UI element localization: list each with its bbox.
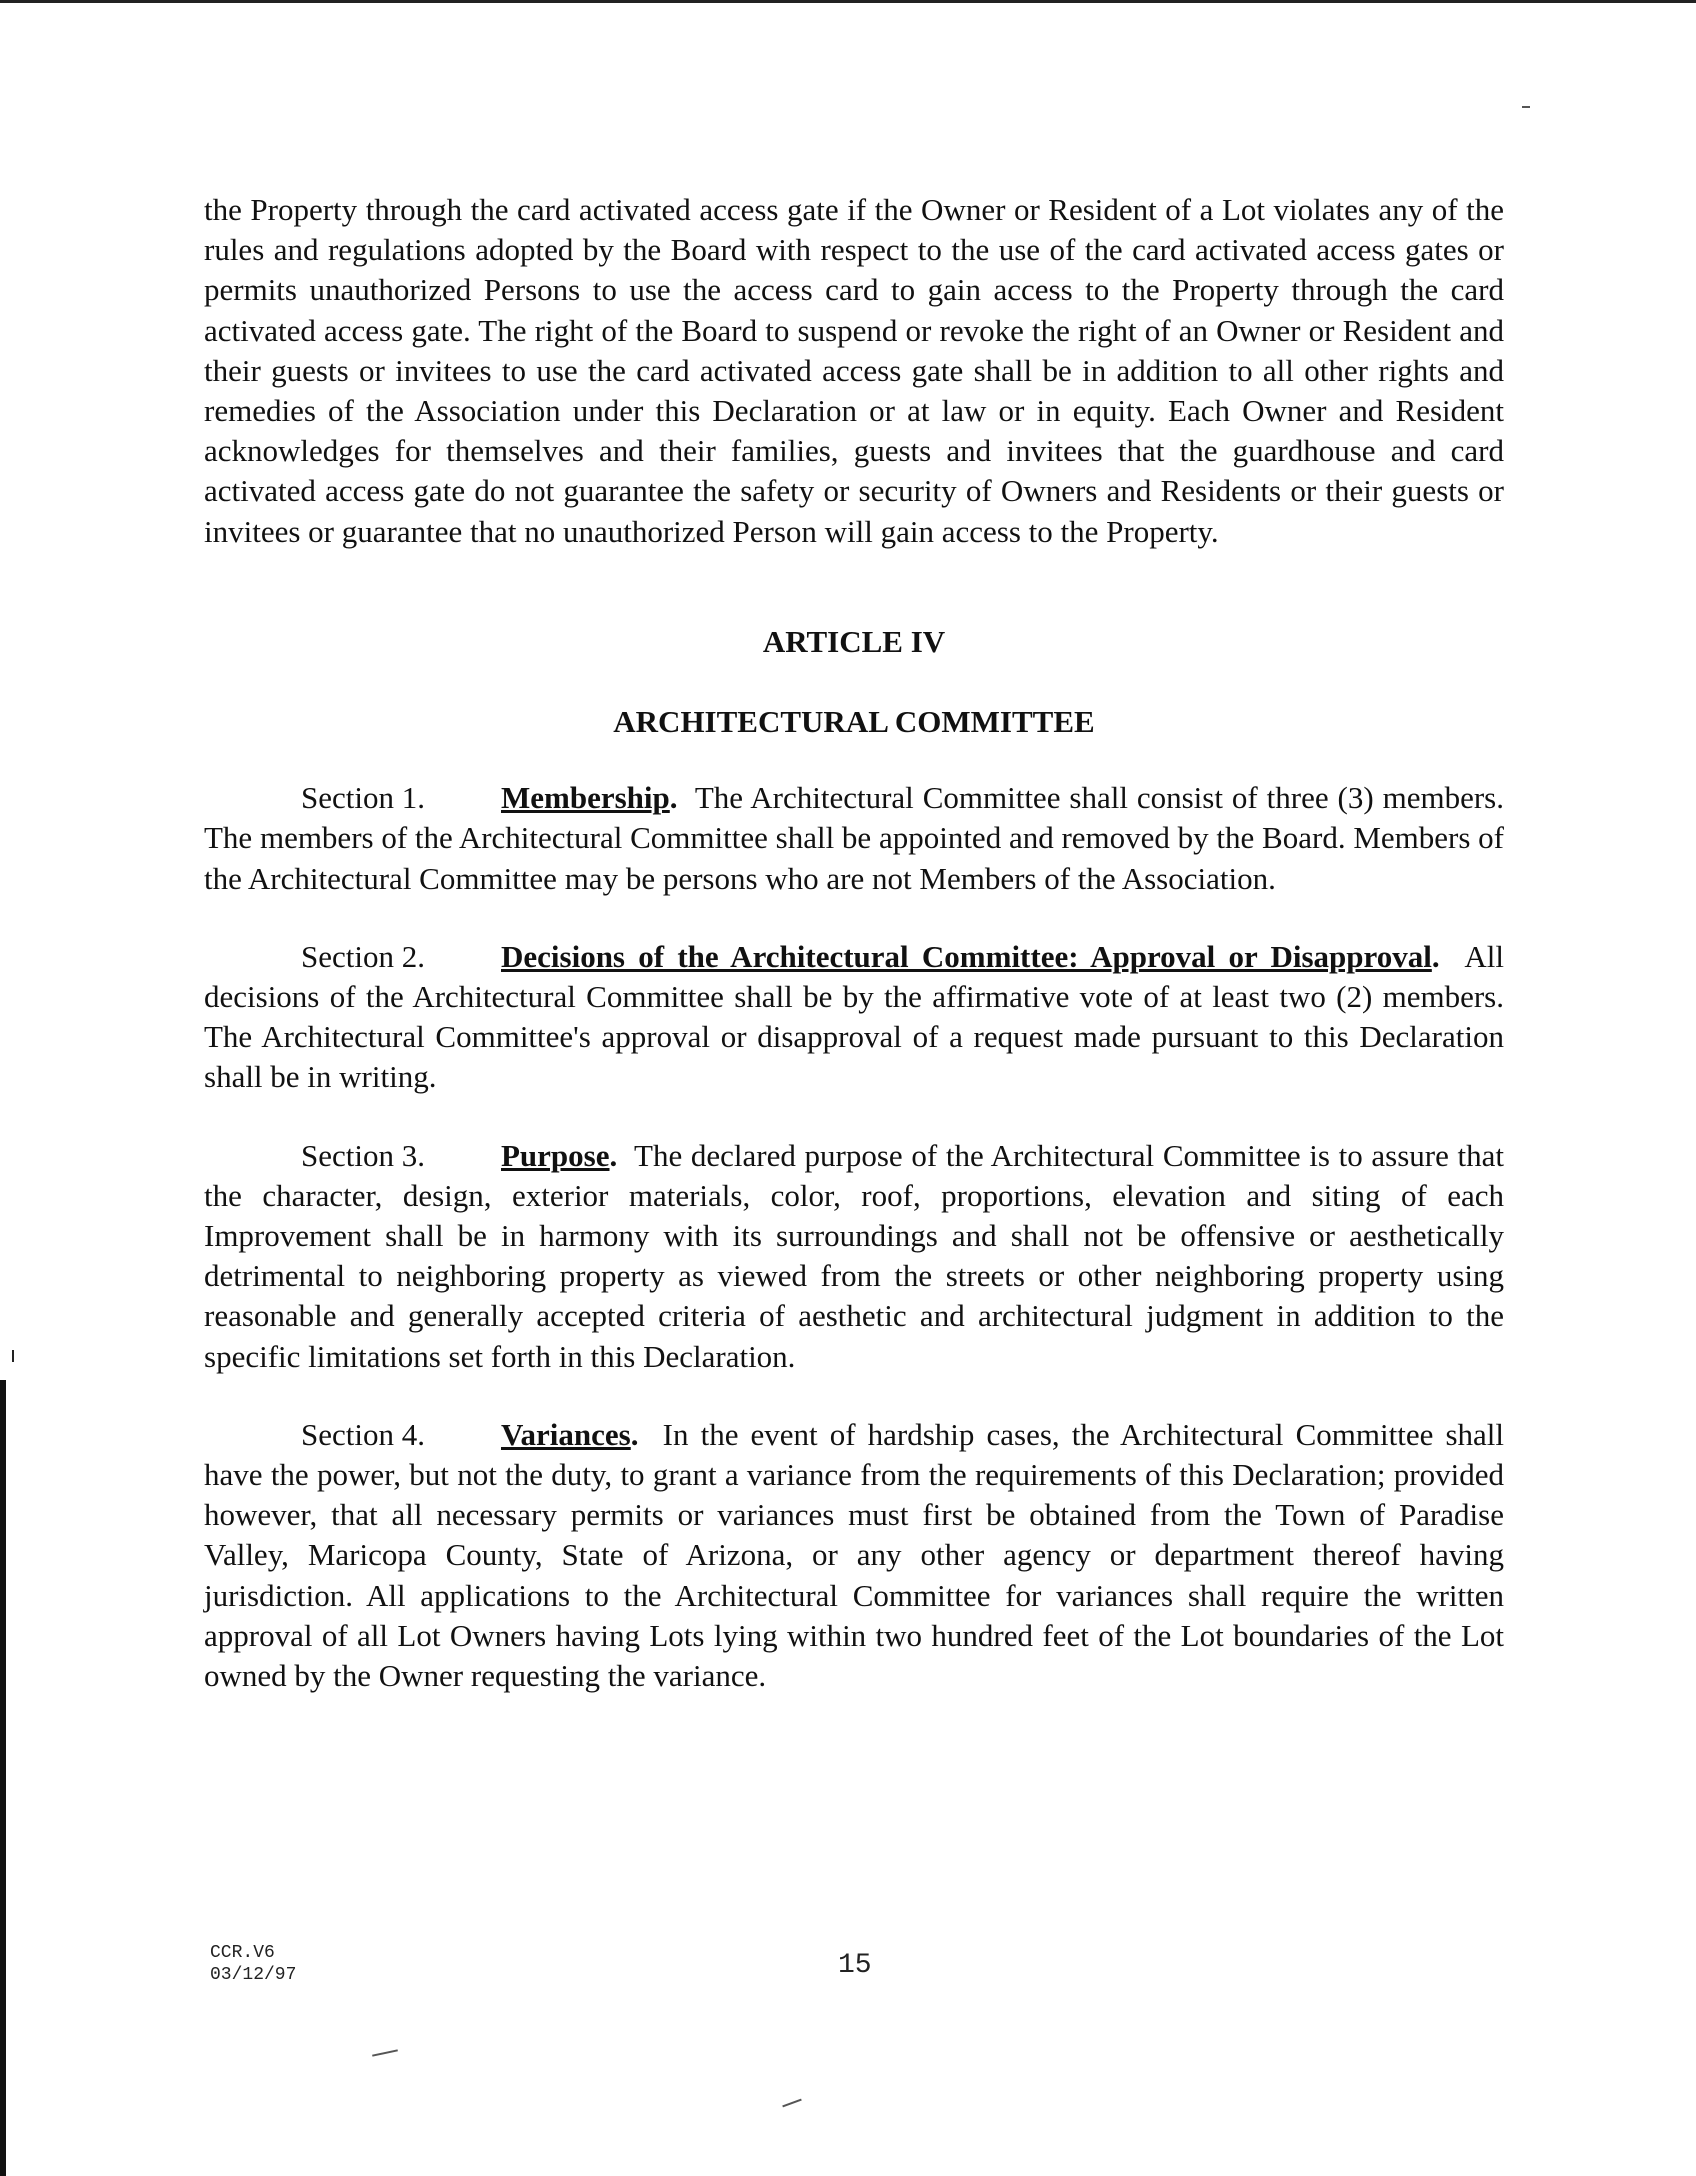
section-label: Section 4. [301,1416,425,1452]
section-title: Decisions of the Architectural Committee: Approval or Disapproval [501,938,1432,974]
section-body: The declared purpose of the Architectural Committee is to assure that the character, design, exterior materials, color, roof, proportions, elevation and siting of each Improvement shall be in harmony with its surroundings and shall not be offensive or aesthetically detrimental to neighboring property as viewed from the streets or other neighboring property using reasonable and generally accepted criteria of aesthetic and architectural judgment in addition to the specific limitations set forth in this Declaration. [204,1137,1504,1374]
scan-speck [1522,106,1530,108]
section-label: Section 3. [301,1137,425,1173]
section-3: Section 3. Purpose. The declared purpose of the Architectural Committee is to assure that the character, design, exterior materials, color, roof, proportions, elevation and siting of each Improvement shall be in harmony with its surroundings and shall not be offensive or aesthetically detrimental to neighboring property as viewed from the streets or other neighboring property using reasonable and generally accepted criteria of aesthetic and architectural judgment in addition to the specific limitations set forth in this Declaration. [204,1137,1504,1374]
document-page [204,190,1504,1734]
scan-left-edge [0,1380,6,2176]
section-2: Section 2. Decisions of the Architectural Committee: Approval or Disapproval. All decisions of the Architectural Committee shall be by the affirmative vote of at least two (2) members. The Architectural Committee's approval or disapproval of a request made pursuant to this Declaration shall be in writing. [204,938,1504,1095]
opening-paragraph: the Property through the card activated access gate if the Owner or Resident of a Lot violates any of the rules and regulations adopted by the Board with respect to the use of the card activated access gates or permits unauthorized Persons to use the access card to gain access to the Property through the card activated access gate. The right of the Board to suspend or revoke the right of an Owner or Resident and their guests or invitees to use the card activated access gate shall be in addition to all other rights and remedies of the Association under this Declaration or at law or in equity. Each Owner and Resident acknowledges for themselves and their families, guests and invitees that the guardhouse and card activated access gate do not guarantee the safety or security of Owners and Residents or their guests or invitees or guarantee that no unauthorized Person will gain access to the Property. [204,192,1504,549]
section-body: All decisions of the Architectural Committee shall be by the affirmative vote of at least two (2) members. The Architectural Committee's approval or disapproval of a request made pursuant to this Declaration shall be in writing. [204,938,1504,1095]
article-subtitle: ARCHITECTURAL COMMITTEE [613,704,1095,740]
section-4: Section 4. Variances. In the event of hardship cases, the Architectural Committee shall have the power, but not the duty, to grant a variance from the requirements of this Declaration; provided however, that all necessary permits or variances must first be obtained from the Town of Paradise Valley, Maricopa County, State of Arizona, or any other agency or department thereof having jurisdiction. All applications to the Architectural Committee for variances shall require the written approval of all Lot Owners having Lots lying within two hundred feet of the Lot boundaries of the Lot owned by the Owner requesting the variance. [204,1416,1504,1694]
scan-margin-mark [2,1350,14,1362]
footer-document-code [210,1942,296,1986]
article-title: ARTICLE IV [762,623,946,659]
section-title: Membership [501,780,670,816]
section-body: The Architectural Committee shall consist of three (3) members. The members of the Architectural Committee shall be appointed and removed by the Board. Members of the Architectural Committee may be persons who are not Members of the Association. [204,780,1504,896]
footer-date: 03/12/97 [210,1965,297,1985]
scan-speck [372,2049,398,2056]
section-1: Section 1. Membership. The Architectural Committee shall consist of three (3) members. The members of the Architectural Committee shall be appointed and removed by the Board. Members of the Architectural Committee may be persons who are not Members of the Association. [204,780,1504,896]
section-title: Variances [501,1416,631,1452]
scan-top-edge [0,0,1696,3]
footer-code: CCR.V6 [210,1943,275,1963]
section-title: Purpose [501,1137,610,1173]
section-label: Section 2. [301,938,425,974]
scan-speck [782,2099,801,2108]
section-body: In the event of hardship cases, the Architectural Committee shall have the power, but not the duty, to grant a variance from the requirements of this Declaration; provided however, that all necessary permits or variances must first be obtained from the Town of Paradise Valley, Maricopa County, State of Arizona, or any other agency or department thereof having jurisdiction. All applications to the Architectural Committee for variances shall require the written approval of all Lot Owners having Lots lying within two hundred feet of the Lot boundaries of the Lot owned by the Owner requesting the variance. [204,1416,1504,1694]
page-number: 15 [838,1950,872,1981]
section-label: Section 1. [301,780,425,816]
